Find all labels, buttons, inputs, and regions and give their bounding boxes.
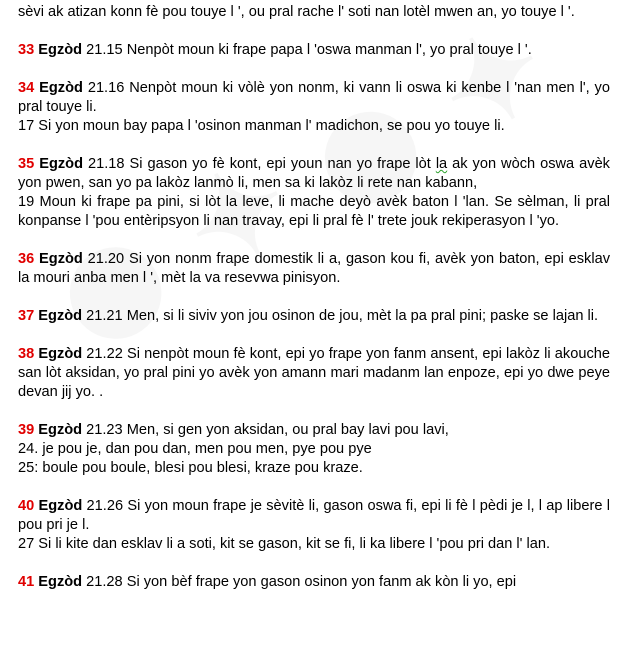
verse-text: Si gason yo fè kont, epi youn nan yo frape lòt — [129, 156, 436, 172]
book-name: Egzòd — [38, 346, 83, 362]
verse-text: Men, si li siviv yon jou osinon de jou, mèt la pa pral pini; paske se lajan li. — [126, 308, 599, 324]
verse-number: 35 — [18, 156, 35, 172]
verse-ref: 21.15 — [86, 42, 123, 58]
verse-line — [18, 573, 610, 592]
verse-text: Nenpòt moun ki vòlè yon nonm, ki vann li oswa ki kenbe l 'nan men l', yo pral touye li. — [18, 80, 610, 115]
verse-ref: 21.23 — [86, 422, 123, 438]
verse-text: Men, si gen yon aksidan, ou pral bay lavi pou lavi, — [126, 422, 449, 438]
verse-entry-40 — [18, 497, 610, 554]
verse-entry-41 — [18, 573, 610, 592]
verse-ref: 21.22 — [86, 346, 123, 362]
verse-line — [18, 497, 610, 535]
verse-entry-35 — [18, 155, 610, 231]
verse-number: 33 — [18, 42, 35, 58]
intro-text: sèvi ak atizan konn fè pou touye l ', ou pral rache l' soti nan lotèl mwen an, yo touye l '. — [18, 4, 575, 20]
verse-line: 19 Moun ki frape pa pini, si lòt la leve, li mache deyò avèk baton l 'lan. Se sèlman, li pral konpanse l 'pou entèripsyon li nan travay, epi li pral fè l' trete jouk rekiperasyon l 'yo. — [18, 194, 610, 229]
verse-text: Si nenpòt moun fè kont, epi yo frape yon fanm ansent, epi lakòz li akouche san lòt aksidan, yo pral pini yo avèk yon amann mari madanm lan enpoze, epi yo dwe peye devan jij yo. . — [18, 346, 610, 400]
book-name: Egzòd — [39, 251, 83, 267]
verse-line: 17 Si yon moun bay papa l 'osinon manman l' madichon, se pou yo touye li. — [18, 118, 505, 134]
verse-text-cont: ak yon wòch oswa avèk yon pwen, san yo pa lakòz lanmò li, men sa ki lakòz li rete nan kabann, — [18, 156, 610, 191]
intro-paragraph — [18, 3, 610, 22]
verse-number: 38 — [18, 346, 35, 362]
verse-number: 37 — [18, 308, 35, 324]
verse-ref: 21.16 — [87, 80, 125, 96]
verse-entry-34 — [18, 79, 610, 136]
verse-line — [18, 421, 610, 440]
verse-line — [18, 345, 610, 402]
verse-entry-37 — [18, 307, 610, 326]
verse-ref: 21.21 — [86, 308, 123, 324]
verse-entry-36 — [18, 250, 610, 288]
verse-ref: 21.26 — [86, 498, 124, 514]
verse-line — [18, 41, 610, 60]
book-name: Egzòd — [38, 42, 83, 58]
book-name: Egzòd — [38, 574, 83, 590]
verse-number: 34 — [18, 80, 35, 96]
verse-line: 27 Si li kite dan esklav li a soti, kit se gason, kit se fi, li ka libere l 'pou pri dan l' lan. — [18, 536, 551, 552]
verse-number: 40 — [18, 498, 35, 514]
book-name: Egzòd — [38, 422, 83, 438]
verse-entry-33 — [18, 41, 610, 60]
verse-line — [18, 250, 610, 288]
book-name: Egzòd — [38, 308, 83, 324]
verse-ref: 21.28 — [86, 574, 123, 590]
verse-line: 25: boule pou boule, blesi pou blesi, kraze pou kraze. — [18, 460, 363, 476]
verse-line — [18, 79, 610, 117]
verse-entry-38 — [18, 345, 610, 402]
verse-line — [18, 307, 610, 326]
verse-text: Nenpòt moun ki frape papa l 'oswa manman l', yo pral touye l '. — [126, 42, 532, 58]
verse-text: Si yon moun frape je sèvitè li, gason oswa fi, epi li fè l pèdi je l, l ap libere l pou pri je l. — [18, 498, 610, 533]
book-name: Egzòd — [39, 156, 83, 172]
verse-entry-39 — [18, 421, 610, 478]
book-name: Egzòd — [38, 498, 83, 514]
spellcheck-word: la — [435, 156, 448, 172]
verse-line: 24. je pou je, dan pou dan, men pou men, pye pou pye — [18, 441, 372, 457]
verse-text: Si yon bèf frape yon gason osinon yon fanm ak kòn li yo, epi — [126, 574, 517, 590]
verse-number: 36 — [18, 251, 35, 267]
verse-ref: 21.20 — [87, 251, 125, 267]
verse-text: Si yon nonm frape domestik li a, gason kou fi, avèk yon baton, epi esklav la mouri anba men l ', mèt la va resevwa pinisyon. — [18, 251, 610, 286]
verse-number: 39 — [18, 422, 35, 438]
book-name: Egzòd — [39, 80, 83, 96]
verse-line — [18, 155, 610, 193]
verse-ref: 21.18 — [87, 156, 125, 172]
verse-number: 41 — [18, 574, 35, 590]
document-page — [18, 3, 610, 611]
